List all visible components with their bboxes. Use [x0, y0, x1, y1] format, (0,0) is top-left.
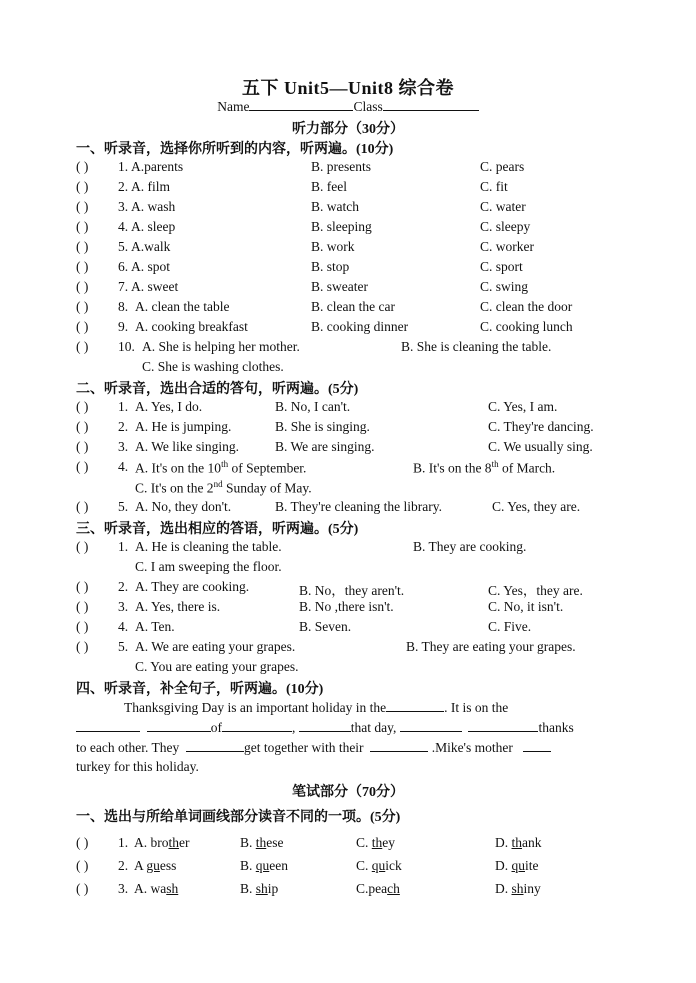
question-row: ( ) 6. A. spot B. stop C. sport — [76, 259, 523, 274]
answer-paren[interactable]: ( ) — [76, 499, 89, 514]
question-row-continued — [0, 479, 696, 499]
option-c: C. water — [480, 199, 526, 214]
option-c: C. Yes, they are. — [492, 499, 581, 514]
answer-paren[interactable]: ( ) — [76, 835, 89, 850]
option-b: B. cooking dinner — [311, 319, 409, 334]
option-a: A. wash — [131, 199, 176, 214]
page-title: 五下 Unit5—Unit8 综合卷 — [241, 78, 454, 98]
fill-blank[interactable] — [299, 719, 351, 732]
fill-blank[interactable] — [468, 719, 538, 732]
cloze-line-4: turkey for this holiday. — [76, 759, 199, 774]
question-row: ( ) 2. A. film B. feel C. fit — [76, 179, 508, 194]
option-a: A. We are eating your grapes. — [135, 639, 296, 654]
answer-paren[interactable]: ( ) — [76, 881, 89, 896]
option-b: B. No，they aren't. — [299, 583, 405, 598]
option-a: A. brother — [134, 835, 190, 850]
answer-paren[interactable]: ( ) — [76, 579, 89, 594]
option-b: B. They are cooking. — [413, 539, 527, 554]
option-b: B. these — [240, 835, 284, 850]
option-c: C. quick — [356, 858, 402, 873]
option-a: A. We like singing. — [135, 439, 240, 454]
section-2-heading: 二、听录音，选出合适的答句，听两遍。(5分) — [76, 382, 359, 397]
option-b: B. work — [311, 239, 355, 254]
option-a: A. They are cooking. — [135, 579, 250, 594]
fill-blank[interactable] — [147, 719, 211, 732]
option-d: D. shiny — [495, 881, 541, 896]
question-row: ( ) 4. A. It's on the 10th of September. B. It's on the 8th of March. — [76, 459, 556, 476]
option-a: A. Yes, I do. — [135, 399, 203, 414]
question-row: ( ) 7. A. sweet B. sweater C. swing — [76, 279, 529, 294]
question-row: ( ) 4. A. Ten. B. Seven. C. Five. — [76, 619, 532, 634]
option-c: C. pears — [480, 159, 525, 174]
option-c: C. they — [356, 835, 396, 850]
question-row: ( ) 5. A. We are eating your grapes. B. They are eating your grapes. — [76, 639, 576, 654]
option-c: C. sport — [480, 259, 523, 274]
question-row: ( ) 3. A. wash B. watch C. water — [76, 199, 526, 214]
option-b: B. feel — [311, 179, 347, 194]
option-c: C. No, it isn't. — [488, 599, 564, 614]
answer-paren[interactable]: ( ) — [76, 339, 89, 354]
section-3-heading: 三、听录音，选出相应的答语，听两遍。(5分) — [76, 522, 359, 537]
option-c: C. Yes，they are. — [488, 583, 583, 598]
answer-paren[interactable]: ( ) — [76, 159, 89, 174]
section-4-heading: 四、听录音，补全句子，听两遍。(10分) — [76, 682, 324, 697]
writing-header: 笔试部分（70分） — [292, 785, 404, 800]
question-row: ( ) 1. A. He is cleaning the table. B. They are cooking. — [76, 539, 527, 554]
option-b: B. presents — [311, 159, 371, 174]
question-row: ( ) 10. A. She is helping her mother. B. She is cleaning the table. — [76, 339, 552, 354]
option-a: A. She is helping her mother. — [142, 339, 300, 354]
answer-paren[interactable]: ( ) — [76, 639, 89, 654]
option-b: B. sleeping — [311, 219, 372, 234]
option-c: C. fit — [480, 179, 508, 194]
fill-blank[interactable] — [186, 739, 244, 752]
answer-paren[interactable]: ( ) — [76, 319, 89, 334]
answer-paren[interactable]: ( ) — [76, 858, 89, 873]
option-b: B. She is cleaning the table. — [401, 339, 552, 354]
question-row: ( ) 9. A. cooking breakfast B. cooking dinner C. cooking lunch — [76, 319, 573, 334]
answer-paren[interactable]: ( ) — [76, 399, 89, 414]
name-class-line — [0, 98, 696, 115]
fill-blank[interactable] — [222, 719, 292, 732]
option-b: B. She is singing. — [275, 419, 370, 434]
option-b: B. queen — [240, 858, 288, 873]
fill-blank[interactable] — [523, 739, 551, 752]
option-c: C. swing — [480, 279, 529, 294]
option-c: C. You are eating your grapes. — [135, 659, 299, 674]
class-blank[interactable] — [383, 98, 479, 111]
option-b: B. No, I can't. — [275, 399, 351, 414]
option-a: A. He is cleaning the table. — [135, 539, 282, 554]
answer-paren[interactable]: ( ) — [76, 619, 89, 634]
answer-paren[interactable]: ( ) — [76, 599, 89, 614]
option-b: B. ship — [240, 881, 279, 896]
answer-paren[interactable]: ( ) — [76, 439, 89, 454]
option-c: C. Yes, I am. — [488, 399, 558, 414]
answer-paren[interactable]: ( ) — [76, 219, 89, 234]
option-a: A.parents — [131, 159, 184, 174]
name-label: Name — [217, 99, 250, 114]
option-d: D. quite — [495, 858, 539, 873]
fill-blank[interactable] — [400, 719, 462, 732]
option-a: A. wash — [134, 881, 179, 896]
question-row: ( ) 1. A. Yes, I do. B. No, I can't. C. Yes, I am. — [76, 399, 558, 414]
option-a: A. Ten. — [135, 619, 175, 634]
question-row: ( ) 8. A. clean the table B. clean the car C. clean the door — [76, 299, 573, 314]
answer-paren[interactable]: ( ) — [76, 299, 89, 314]
written-section-1-heading: 一、选出与所给单词画线部分读音不同的一项。(5分) — [76, 810, 401, 825]
option-b: B. sweater — [311, 279, 368, 294]
class-label: Class — [353, 99, 383, 114]
answer-paren[interactable]: ( ) — [76, 419, 89, 434]
question-row: ( ) 3. A. Yes, there is. B. No ,there isn't. C. No, it isn't. — [76, 599, 564, 614]
option-b: B. No ,there isn't. — [299, 599, 394, 614]
option-b: B. stop — [311, 259, 350, 274]
question-row-continued — [0, 559, 696, 579]
option-c: C. They're dancing. — [488, 419, 594, 434]
cloze-line-2: of , that day, thanks — [76, 719, 624, 736]
option-c: C. cooking lunch — [480, 319, 573, 334]
option-c: C. I am sweeping the floor. — [135, 559, 282, 574]
answer-paren[interactable]: ( ) — [76, 539, 89, 554]
answer-paren[interactable]: ( ) — [76, 199, 89, 214]
name-blank[interactable] — [249, 98, 353, 111]
question-row: ( ) 2. A. They are cooking. B. No，they aren't. C. Yes，they are. — [76, 579, 583, 598]
option-b: B. They are eating your grapes. — [406, 639, 576, 654]
option-a: A. film — [131, 179, 170, 194]
answer-paren[interactable]: ( ) — [76, 279, 89, 294]
question-row: ( ) 3. A. We like singing. B. We are singing. C. We usually sing. — [76, 439, 593, 454]
option-b: B. Seven. — [299, 619, 352, 634]
cloze-line-3: to each other. They get together with their .Mike's mother — [76, 739, 624, 756]
option-a: A. spot — [131, 259, 171, 274]
question-row: ( ) 1. A. brother B. these C. they D. thank — [76, 835, 542, 850]
fill-blank[interactable] — [76, 719, 140, 732]
answer-paren[interactable]: ( ) — [76, 239, 89, 254]
option-a: A. sweet — [131, 279, 179, 294]
option-c: C. We usually sing. — [488, 439, 593, 454]
option-c: C. She is washing clothes. — [142, 359, 284, 374]
option-c: C.peach — [356, 881, 400, 896]
option-b: B. watch — [311, 199, 359, 214]
option-b: B. It's on the 8th of March. — [413, 459, 556, 476]
answer-paren[interactable]: ( ) — [76, 459, 89, 474]
option-b: B. We are singing. — [275, 439, 375, 454]
option-c: C. Five. — [488, 619, 532, 634]
option-a: A.walk — [131, 239, 171, 254]
question-row-continued — [0, 659, 696, 679]
question-row-continued — [0, 359, 696, 379]
option-b: B. clean the car — [311, 299, 395, 314]
question-row: ( ) 5. A. No, they don't. B. They're cleaning the library. C. Yes, they are. — [76, 499, 581, 514]
option-a: A. He is jumping. — [135, 419, 232, 434]
section-1-heading: 一、听录音，选择你所听到的内容，听两遍。(10分) — [76, 142, 394, 157]
option-d: D. thank — [495, 835, 542, 850]
question-row: ( ) 5. A.walk B. work C. worker — [76, 239, 534, 254]
option-a: A guess — [134, 858, 177, 873]
option-a: A. It's on the 10th of September. — [135, 459, 307, 476]
option-a: A. cooking breakfast — [135, 319, 248, 334]
option-a: A. sleep — [131, 219, 176, 234]
answer-paren[interactable]: ( ) — [76, 179, 89, 194]
answer-paren[interactable]: ( ) — [76, 259, 89, 274]
option-b: B. They're cleaning the library. — [275, 499, 442, 514]
option-c: C. sleepy — [480, 219, 531, 234]
question-row: ( ) 3. A. wash B. ship C.peach D. shiny — [76, 881, 541, 896]
option-a: A. clean the table — [135, 299, 230, 314]
option-c: C. clean the door — [480, 299, 573, 314]
option-c: C. It's on the 2nd Sunday of May. — [135, 479, 312, 496]
question-row: ( ) 2. A guess B. queen C. quick D. quite — [76, 858, 539, 873]
question-row: ( ) 4. A. sleep B. sleeping C. sleepy — [76, 219, 531, 234]
fill-blank[interactable] — [386, 699, 444, 712]
option-a: A. Yes, there is. — [135, 599, 221, 614]
option-a: A. No, they don't. — [135, 499, 232, 514]
question-row: ( ) 2. A. He is jumping. B. She is singing. C. They're dancing. — [76, 419, 594, 434]
question-row: ( ) 1. A.parents B. presents C. pears — [76, 159, 525, 174]
option-c: C. worker — [480, 239, 534, 254]
listening-header: 听力部分（30分） — [292, 122, 404, 137]
fill-blank[interactable] — [370, 739, 428, 752]
cloze-line-1: Thanksgiving Day is an important holiday in the . It is on the — [124, 700, 509, 715]
